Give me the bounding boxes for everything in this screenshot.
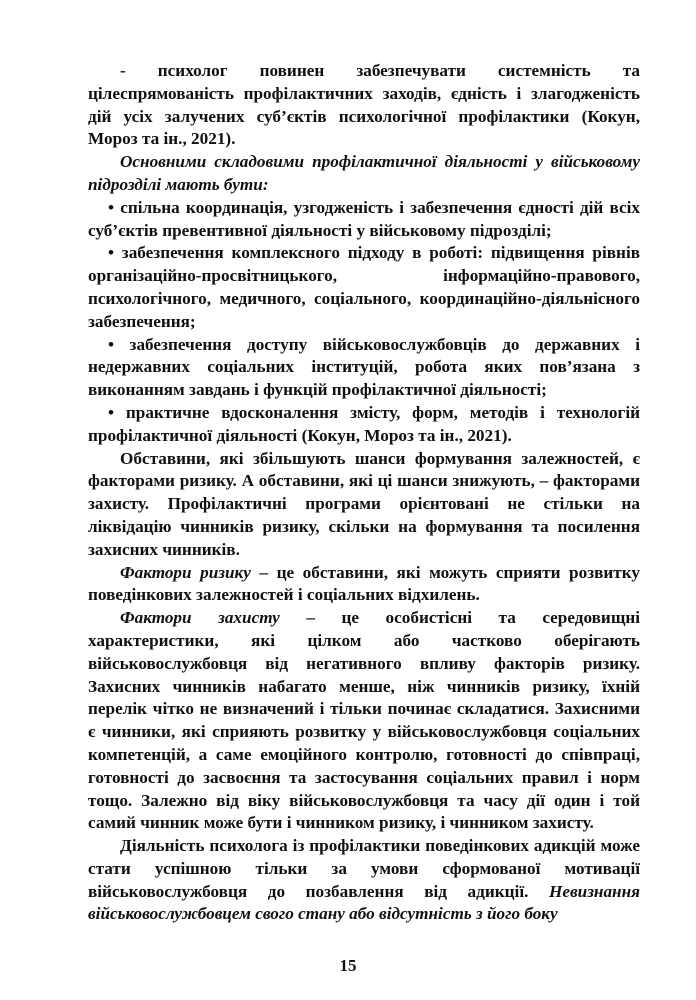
protection-factors-definition: – це особистісні та середовищні характеристики, які цілком або частково оберігають військовослужбовця від негативного впливу факторів ризику. Захисних чинників набагато менше, ніж чинників ризику, їхній перелік чітко не визначений і тільки починає складатися. Захисними є чинники, які сприяють розвитку у військовослужбовця соціальних компетенцій, а саме емоційного контролю, готовності до співпраці, готовності до засвоєння та застосування соціальних правил і норм тощо. Залежно від віку військовослужбовця та часу дії один і той самий чинник може бути і чинником ризику, і чинником захисту. [88,608,641,833]
paragraph-risk-and-protection: Обставини, які збільшують шанси формування залежностей, є факторами ризику. А обставини, які ці шанси знижують, – факторами захисту. Профілактичні програми орієнтовані не стільки на ліквідацію чинників ризику, скільки на формування та посилення захисних чинників. [88,448,640,559]
paragraph-psychologist-duty: - психолог повинен забезпечувати системність та цілеспрямованість профілактичних заходів, єдність і злагодженість дій усіх залучених суб’єктів психологічної профілактики (Кокун, Мороз та ін., 2021). [88,61,640,149]
motivation-text: Діяльність психолога із профілактики поведінкових адикцій може стати успішною тільки за умови сформованої мотивації військовослужбовця до позбавлення від адикції. [88,836,640,901]
term-risk-factors: Фактори ризику [120,562,251,582]
bullet-complex-approach: • забезпечення комплексного підходу в роботі: підвищення рівнів організаційно-просвітницького, інформаційно-правового, психологічного, медичного, соціального, координаційно-діяльнісного забезпечення; [88,243,640,331]
bullet-practical-improvement: • практичне вдосконалення змісту, форм, методів і технологій профілактичної діяльності (Кокун, Мороз та ін., 2021). [88,402,640,445]
paragraph-motivation [88,835,640,926]
risk-factors-definition: – це обставини, які можуть сприяти розвитку поведінкових залежностей і соціальних відхилень. [88,562,640,605]
paragraph-protection-factors [88,607,640,835]
bullet-access-institutions: • забезпечення доступу військовослужбовців до державних і недержавних соціальних інституцій, робота яких пов’язана з виконанням завдань і функцій профілактичної діяльності; [88,334,640,400]
term-protection-factors: Фактори захисту [120,608,280,628]
paragraph-risk-factors [88,562,640,608]
paragraph-components-heading: Основними складовими профілактичної діяльності у військовому підрозділі мають бути: [88,152,640,194]
body-text [88,60,640,926]
page-number: 15 [339,956,357,975]
motivation-italic-text: Невизнання військовослужбовцем свого стану або відсутність з його боку [88,881,640,924]
bullet-coordination: • спільна координація, узгодженість і забезпечення єдності дій всіх суб’єктів превентивної діяльності у військовому підрозділі; [88,197,640,240]
